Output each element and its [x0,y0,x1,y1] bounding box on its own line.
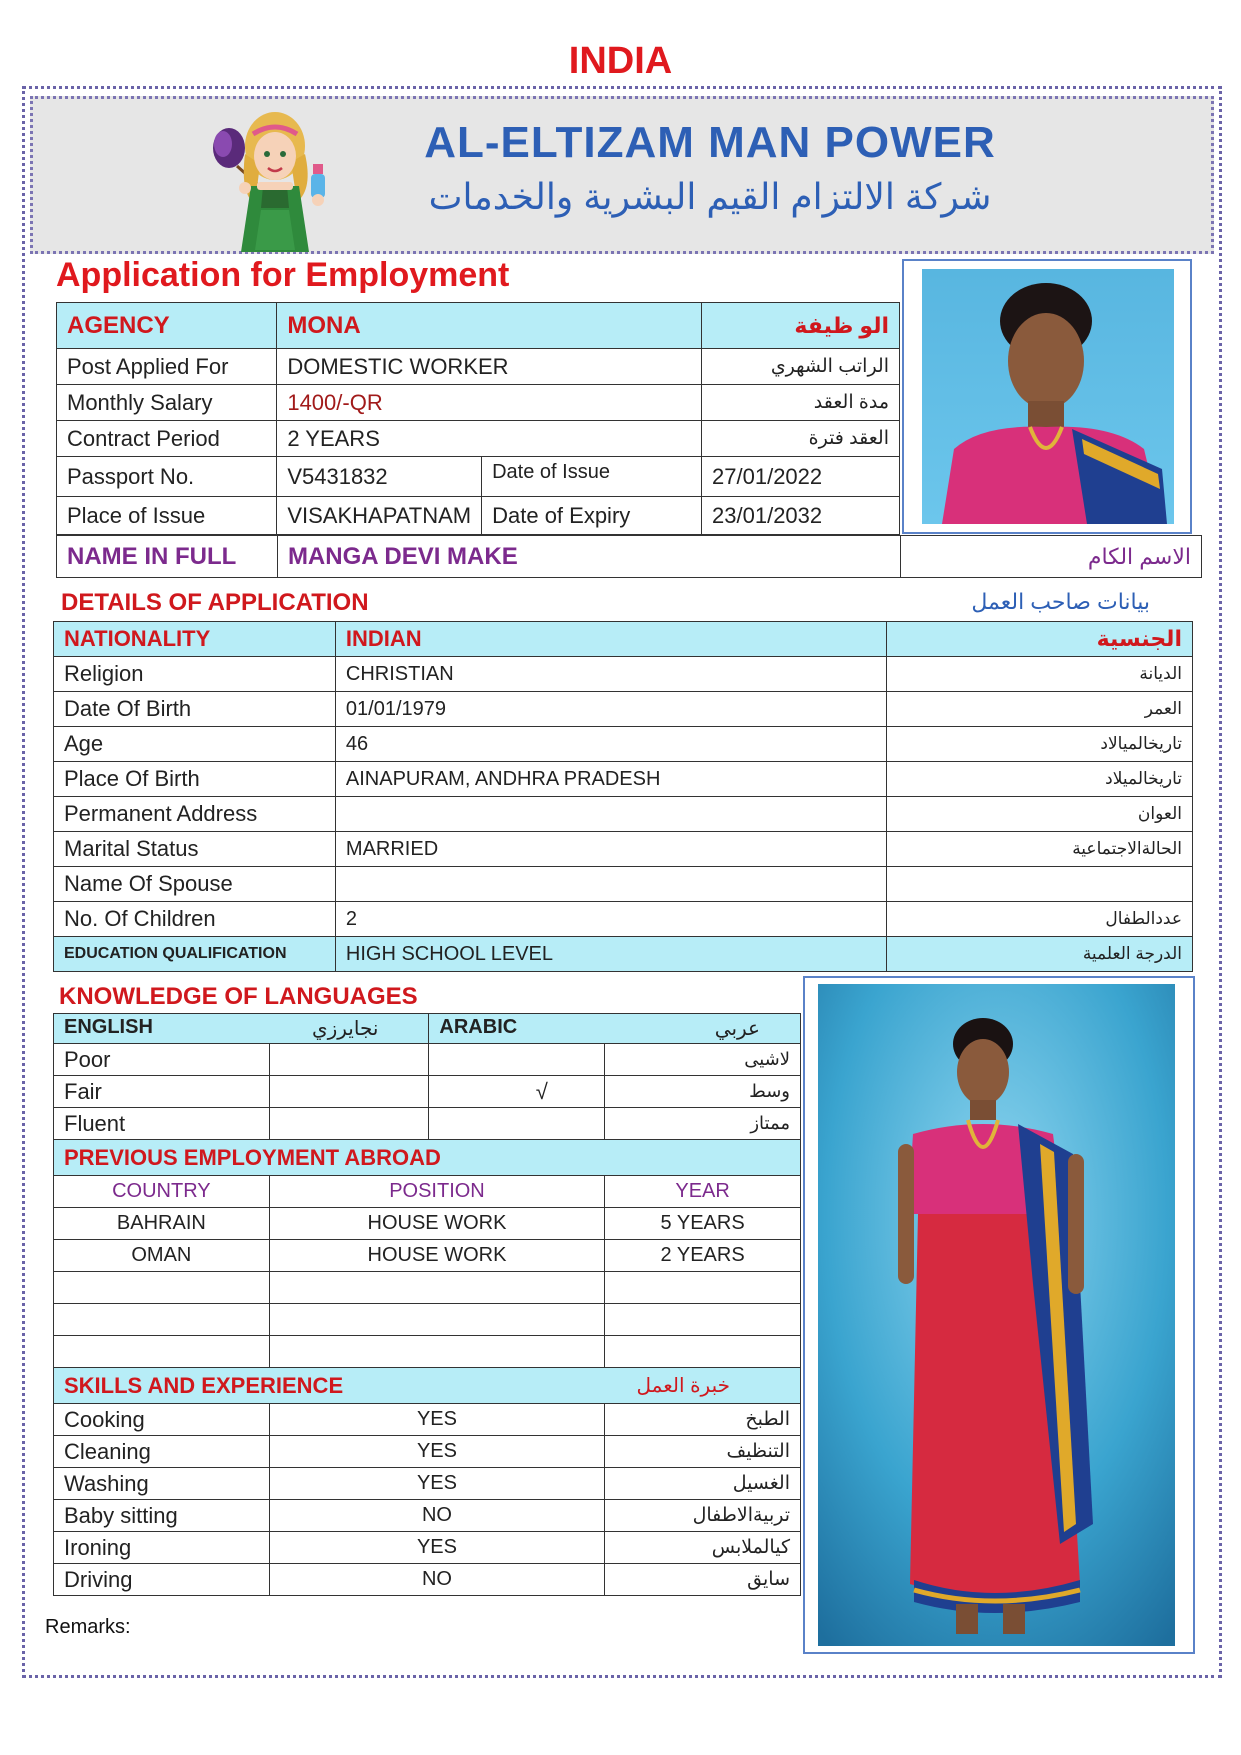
education-arabic: الدرجة العلمية [887,937,1193,972]
details-table [53,621,1193,972]
top-info-table [56,302,900,535]
address-label: Permanent Address [54,797,336,832]
marital-arabic: الحالةالاجتماعية [887,832,1193,867]
employment-country [54,1336,270,1368]
employment-country: BAHRAIN [54,1208,270,1240]
birthplace-label: Place Of Birth [54,762,336,797]
place-of-issue-value: VISAKHAPATNAM [277,497,482,535]
nationality-label: NATIONALITY [54,622,336,657]
employment-year: 5 YEARS [605,1208,801,1240]
contract-value: 2 YEARS [277,421,702,457]
english-fluent-mark [269,1108,429,1140]
remarks-label: Remarks: [45,1616,131,1638]
employment-position: HOUSE WORK [269,1240,604,1272]
skill-cooking-label: Cooking [54,1404,270,1436]
english-poor-mark [269,1044,429,1076]
employment-year [605,1336,801,1368]
level-fluent-arabic: ممتاز [605,1108,801,1140]
post-arabic: الراتب الشهري [702,349,900,385]
details-title: DETAILS OF APPLICATION [61,589,369,616]
expiry-date-value: 23/01/2032 [702,497,900,535]
skills-title: SKILLS AND EXPERIENCE [64,1372,344,1398]
salary-arabic: مدة العقد [702,385,900,421]
skill-cleaning-label: Cleaning [54,1436,270,1468]
company-name-english: AL-ELTIZAM MAN POWER [424,118,996,167]
age-arabic: تاريخالميالاد [887,727,1193,762]
children-label: No. Of Children [54,902,336,937]
name-table [56,535,1202,578]
employment-position [269,1336,604,1368]
marital-value: MARRIED [335,832,886,867]
employment-year [605,1272,801,1304]
post-value: DOMESTIC WORKER [277,349,702,385]
address-value [335,797,886,832]
birthplace-value: AINAPURAM, ANDHRA PRADESH [335,762,886,797]
skill-ironing-label: Ironing [54,1532,270,1564]
arabic-arabic: عربي [714,1018,760,1040]
employment-position [269,1272,604,1304]
english-header [54,1014,429,1044]
skill-cleaning-value: YES [269,1436,604,1468]
level-fluent: Fluent [54,1108,270,1140]
marital-label: Marital Status [54,832,336,867]
details-title-arabic: بيانات صاحب العمل [971,589,1150,614]
skill-ironing-value: YES [269,1532,604,1564]
spouse-arabic [887,867,1193,902]
languages-table [53,1013,801,1596]
children-value: 2 [335,902,886,937]
education-value: HIGH SCHOOL LEVEL [335,937,886,972]
employment-position: HOUSE WORK [269,1208,604,1240]
country-heading: INDIA [568,40,673,82]
english-arabic: نجايرزي [311,1018,379,1040]
skill-washing-arabic: الغسيل [605,1468,801,1500]
employment-position [269,1304,604,1336]
religion-value: CHRISTIAN [335,657,886,692]
level-fair: Fair [54,1076,270,1108]
contract-arabic: العقد فترة [702,421,900,457]
level-fair-arabic: وسط [605,1076,801,1108]
maid-cartoon-logo [205,104,345,254]
children-arabic: عددالطفال [887,902,1193,937]
skill-cooking-arabic: الطبخ [605,1404,801,1436]
languages-title: KNOWLEDGE OF LANGUAGES [59,983,418,1010]
company-name-arabic: شركة الالتزام القيم البشرية والخدمات [428,176,992,217]
arabic-header [429,1014,801,1044]
dob-value: 01/01/1979 [335,692,886,727]
skill-cleaning-arabic: التنظيف [605,1436,801,1468]
issue-date-value: 27/01/2022 [702,457,900,497]
skill-babysitting-arabic: تربيةالاطفال [605,1500,801,1532]
salary-label: Monthly Salary [57,385,277,421]
nationality-arabic: الجنسية [887,622,1193,657]
dob-label: Date Of Birth [54,692,336,727]
spouse-label: Name Of Spouse [54,867,336,902]
name-label: NAME IN FULL [57,536,278,578]
agency-value: MONA [277,303,702,349]
post-label: Post Applied For [57,349,277,385]
employment-year [605,1304,801,1336]
skills-title-arabic: خبرة العمل [636,1374,730,1397]
education-label: EDUCATION QUALIFICATION [54,937,336,972]
name-value: MANGA DEVI MAKE [277,536,900,578]
level-poor: Poor [54,1044,270,1076]
skill-driving-value: NO [269,1564,604,1596]
expiry-date-label: Date of Expiry [482,497,702,535]
skill-washing-value: YES [269,1468,604,1500]
age-label: Age [54,727,336,762]
agency-label: AGENCY [57,303,277,349]
issue-date-label: Date of Issue [482,457,702,497]
passport-value: V5431832 [277,457,482,497]
religion-label: Religion [54,657,336,692]
skill-babysitting-label: Baby sitting [54,1500,270,1532]
skill-babysitting-value: NO [269,1500,604,1532]
employment-country [54,1272,270,1304]
level-poor-arabic: لاشيى [605,1044,801,1076]
arabic-poor-mark [429,1044,605,1076]
birthplace-arabic: تاريخالميلاد [887,762,1193,797]
english-fair-mark [269,1076,429,1108]
applicant-full-length-photo [818,984,1175,1646]
dob-arabic: العمر [887,692,1193,727]
employment-country: OMAN [54,1240,270,1272]
employment-header-position: POSITION [269,1176,604,1208]
address-arabic: العوان [887,797,1193,832]
passport-label: Passport No. [57,457,277,497]
skills-header [54,1368,801,1404]
age-value: 46 [335,727,886,762]
form-title: Application for Employment [56,256,510,294]
contract-label: Contract Period [57,421,277,457]
spouse-value [335,867,886,902]
employment-header-country: COUNTRY [54,1176,270,1208]
agency-arabic: الو ظيفة [702,303,900,349]
skill-driving-label: Driving [54,1564,270,1596]
nationality-value: INDIAN [335,622,886,657]
arabic-fair-mark: √ [429,1076,605,1108]
employment-country [54,1304,270,1336]
place-of-issue-label: Place of Issue [57,497,277,535]
religion-arabic: الديانة [887,657,1193,692]
arabic-label: ARABIC [439,1016,518,1038]
salary-value: 1400/-QR [277,385,702,421]
applicant-portrait-photo [922,269,1174,524]
skill-driving-arabic: سايق [605,1564,801,1596]
skill-ironing-arabic: كيالملابس [605,1532,801,1564]
name-arabic: الاسم الكام [901,536,1202,578]
arabic-fluent-mark [429,1108,605,1140]
english-label: ENGLISH [64,1016,153,1038]
skill-washing-label: Washing [54,1468,270,1500]
employment-title: PREVIOUS EMPLOYMENT ABROAD [54,1140,801,1176]
employment-year: 2 YEARS [605,1240,801,1272]
employment-header-year: YEAR [605,1176,801,1208]
skill-cooking-value: YES [269,1404,604,1436]
